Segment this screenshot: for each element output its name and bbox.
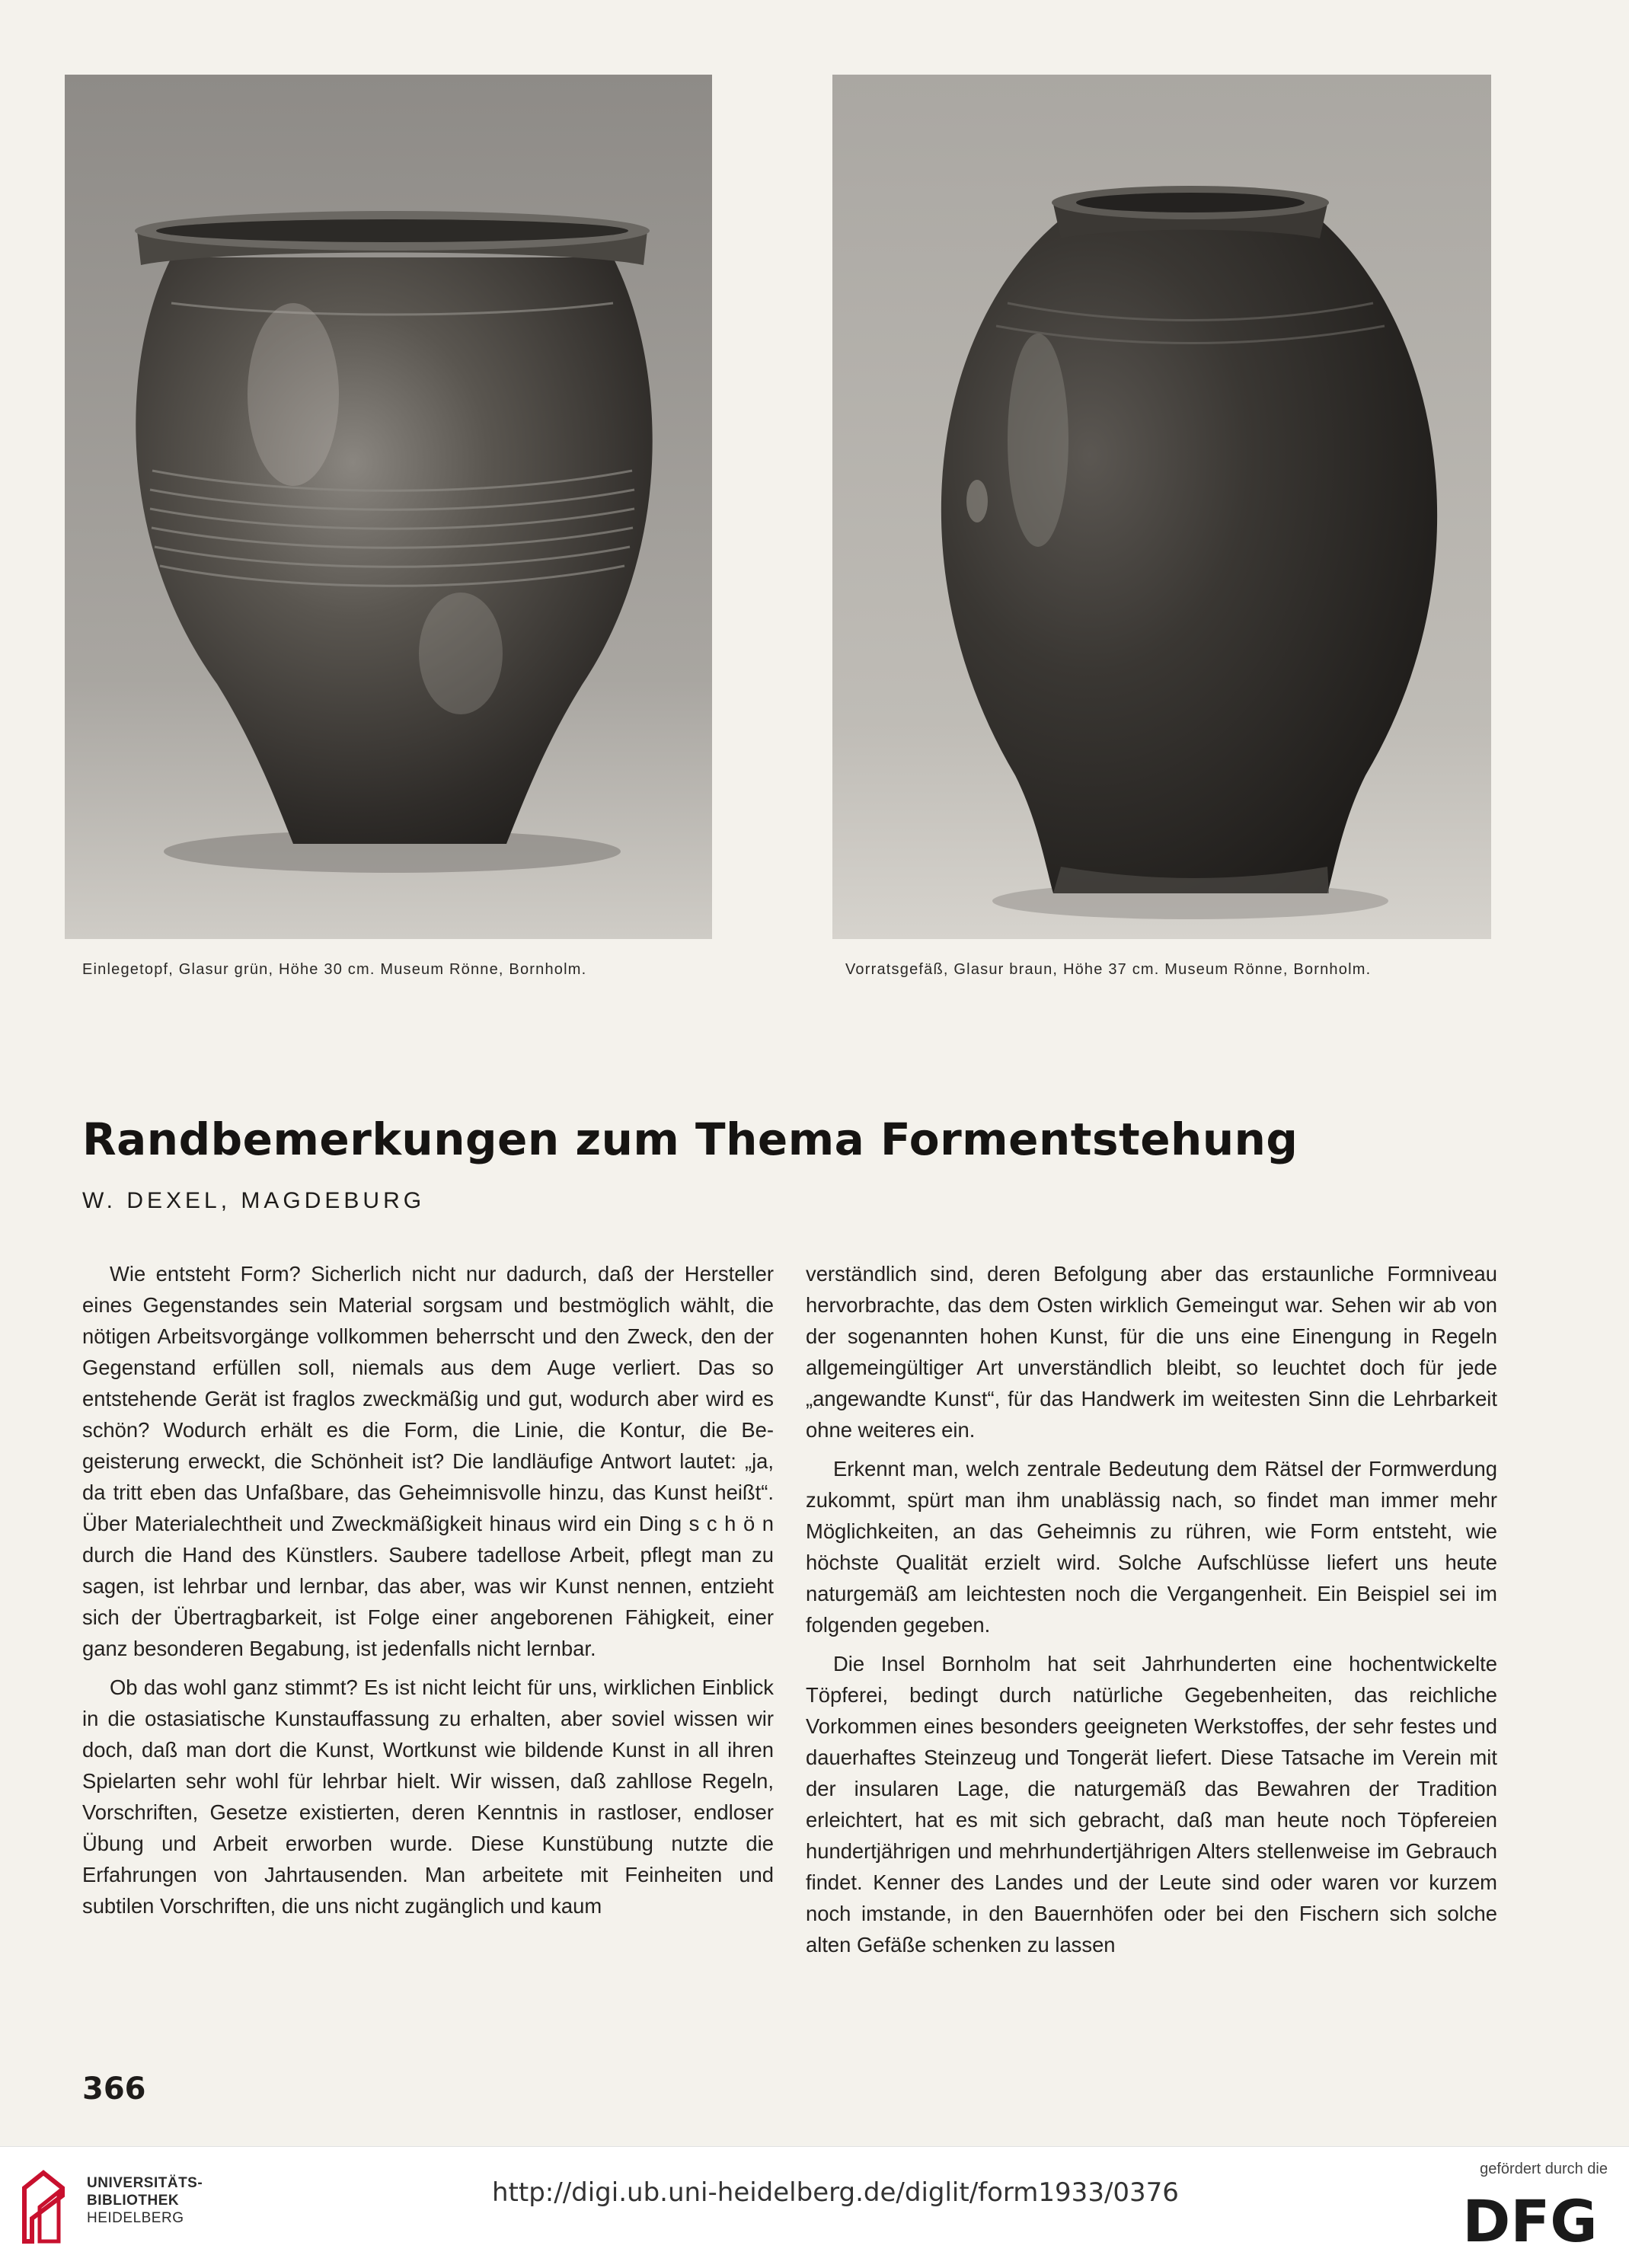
figure-caption-right: Vorratsgefäß, Glasur braun, Höhe 37 cm. Museum Rönne, Bornholm.	[845, 961, 1372, 978]
paragraph: Wie entsteht Form? Sicherlich nicht nur dadurch, daß der Hersteller eines Gegenstandes sein Material sorgsam und bestmöglich wählt, die nötigen Arbeitsvorgänge vollkommen beherrscht und den Zweck, den der Gegenstand erfüllen soll, niemals aus dem Auge verliert. Das so entstehende Gerät ist fraglos zweckmäßig und gut, wodurch aber wird es schön? Wodurch erhält es die Form, die Linie, die Kontur, die Begeisterung erweckt, die Schönheit ist? Die landläufige Antwort lautet: „ja, da tritt eben das Unfaßbare, das Geheimnisvolle hinzu, das Kunst heißt“. Über Materialechtheit und Zweckmäßigkeit hinaus wird ein Ding s c h ö n durch die Hand des Künstlers. Saubere tadellose Arbeit, pflegt man zu sagen, ist lehrbar und lernbar, das aber, was wir Kunst nennen, entzieht sich der Übertragbarkeit, ist Folge einer angeborenen Fähigkeit, einer ganz besonderen Begabung, ist jedenfalls nicht lernbar.	[82, 1262, 774, 1660]
text-column-right	[806, 1258, 1497, 1968]
permalink-url[interactable]: http://digi.ub.uni-heidelberg.de/diglit/form1933/0376	[492, 2177, 1179, 2208]
dfg-logo-text: DFG	[1462, 2190, 1598, 2250]
jar-illustration	[832, 75, 1491, 939]
library-name-line: HEIDELBERG	[87, 2210, 184, 2226]
funded-by-label: gefördert durch die	[1480, 2161, 1608, 2177]
page-number: 366	[82, 2072, 146, 2107]
dfg-logo-icon[interactable]	[1454, 2190, 1606, 2250]
paragraph: Die Insel Bornholm hat seit Jahrhunderten eine hochentwickelte Töpferei, bedingt durch natürliche Gegebenheiten, das reichliche Vorkommen eines besonders geeigneten Werkstoffes, der sehr festes und dauerhaftes Steinzeug und Tongerät liefert. Diese Tatsache im Verein mit der insularen Lage, die naturgemäß das Bewahren der Tradition erleichtert, hat es mit sich gebracht, daß man heute noch Töpfereien hundertjährigen und mehrhundertjährigen Alters stellenweise im Gebrauch findet. Kenner des Landes und der Leute sind oder waren vor kurzem noch imstande, in den Bauernhöfen oder bei den Fischern sich solche alten Gefäße schenken zu lassen	[806, 1652, 1497, 1957]
library-name-line: UNIVERSITÄTS-	[87, 2175, 203, 2191]
figure-caption-left: Einlegetopf, Glasur grün, Höhe 30 cm. Museum Rönne, Bornholm.	[82, 961, 587, 978]
library-logo-icon[interactable]	[17, 2165, 70, 2249]
pot-illustration	[65, 75, 712, 939]
article-author: W. DEXEL, MAGDEBURG	[82, 1188, 426, 1213]
article-title: Randbemerkungen zum Thema Formentstehung	[82, 1113, 1298, 1165]
library-name[interactable]	[87, 2174, 203, 2227]
photo-brown-glazed-jar	[832, 75, 1491, 939]
paragraph: Erkennt man, welch zentrale Bedeutung dem Rätsel der Formwerdung zukommt, spürt man ihm unablässig nach, so findet man immer mehr Möglichkeiten, an das Geheimnis zu rühren, wie Form entsteht, wie höchste Qualität erzielt wird. Solche Aufschlüsse liefert uns heute naturgemäß am leichtesten noch die Vergangenheit. Ein Beispiel sei im folgenden gegeben.	[806, 1457, 1497, 1637]
library-name-line: BIBLIOTHEK	[87, 2193, 180, 2209]
paragraph: verständlich sind, deren Befolgung aber das erstaunliche Formniveau hervorbrachte, das dem Osten wirklich Gemeingut war. Sehen wir ab von der sogenannten hohen Kunst, für die uns eine Einengung in Regeln allgemeingültiger Art unverständlich bleibt, so leuchtet doch für jede „angewandte Kunst“, für das Handwerk im weitesten Sinn die Lehrbarkeit ohne weiteres ein.	[806, 1262, 1497, 1442]
photo-green-glazed-pot	[65, 75, 712, 939]
digitization-footer	[0, 2146, 1629, 2268]
paragraph: Ob das wohl ganz stimmt? Es ist nicht leicht für uns, wirklichen Einblick in die ostasiatische Kunstauffassung zu erhalten, aber soviel wissen wir doch, daß man dort die Kunst, Wortkunst wie bildende Kunst in all ihren Spielarten sehr wohl für lehrbar hielt. Wir wissen, daß zahllose Regeln, Vorschriften, Gesetze existierten, deren Kenntnis in rastloser, endloser Übung und Arbeit erworben wurde. Diese Kunstübung nutzte die Erfahrungen von Jahrtausenden. Man arbeitete mit Feinheiten und subtilen Vorschriften, die uns nicht zugänglich und kaum	[82, 1675, 774, 1918]
text-column-left	[82, 1258, 774, 1929]
